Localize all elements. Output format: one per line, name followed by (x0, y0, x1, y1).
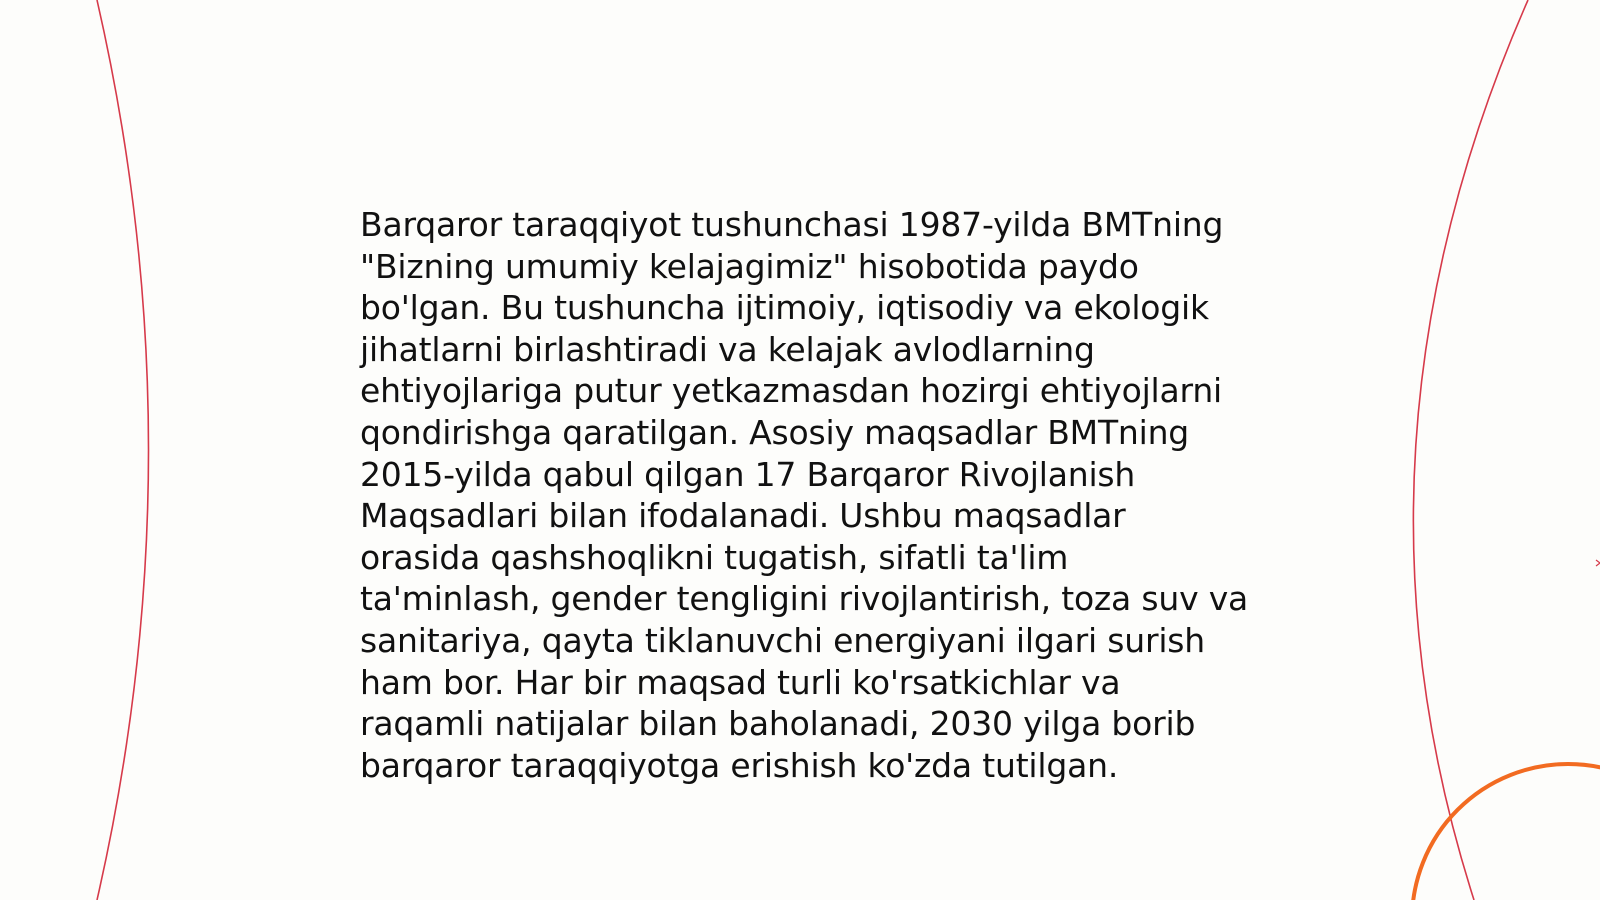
paragraph-line: 2015-yilda qabul qilgan 17 Barqaror Rivojlanish (360, 454, 1136, 494)
paragraph-line: ham bor. Har bir maqsad turli ko'rsatkichlar va (360, 662, 1121, 702)
paragraph-line: "Bizning umumiy kelajagimiz" hisobotida paydo (360, 246, 1139, 286)
paragraph-line: qondirishga qaratilgan. Asosiy maqsadlar BMTning (360, 412, 1190, 452)
paragraph-line: ta'minlash, gender tengligini rivojlantirish, toza suv va (360, 579, 1249, 619)
paragraph-line: barqaror taraqqiyotga erishish ko'zda tutilgan. (360, 745, 1119, 785)
paragraph-line: Barqaror taraqqiyot tushunchasi 1987-yilda BMTning (360, 205, 1224, 244)
orange-circle-outline (1412, 764, 1600, 900)
paragraph-line: Maqsadlari bilan ifodalanadi. Ushbu maqsadlar (360, 496, 1126, 536)
paragraph-line: sanitariya, qayta tiklanuvchi energiyani ilgari surish (360, 620, 1205, 660)
edge-arrow-mark (1596, 560, 1600, 566)
paragraph-line: orasida qashshoqlikni tugatish, sifatli ta'lim (360, 537, 1069, 577)
paragraph-line: jihatlarni birlashtiradi va kelajak avlodlarning (360, 329, 1095, 369)
paragraph-line: bo'lgan. Bu tushuncha ijtimoiy, iqtisodiy va ekologik (360, 288, 1209, 328)
left-curve-line (97, 0, 149, 900)
paragraph-line: ehtiyojlariga putur yetkazmasdan hozirgi ehtiyojlarni (360, 371, 1223, 411)
right-curve-line (1413, 0, 1528, 900)
paragraph-line: raqamli natijalar bilan baholanadi, 2030 yilga borib (360, 704, 1196, 744)
body-paragraph (360, 204, 1260, 786)
